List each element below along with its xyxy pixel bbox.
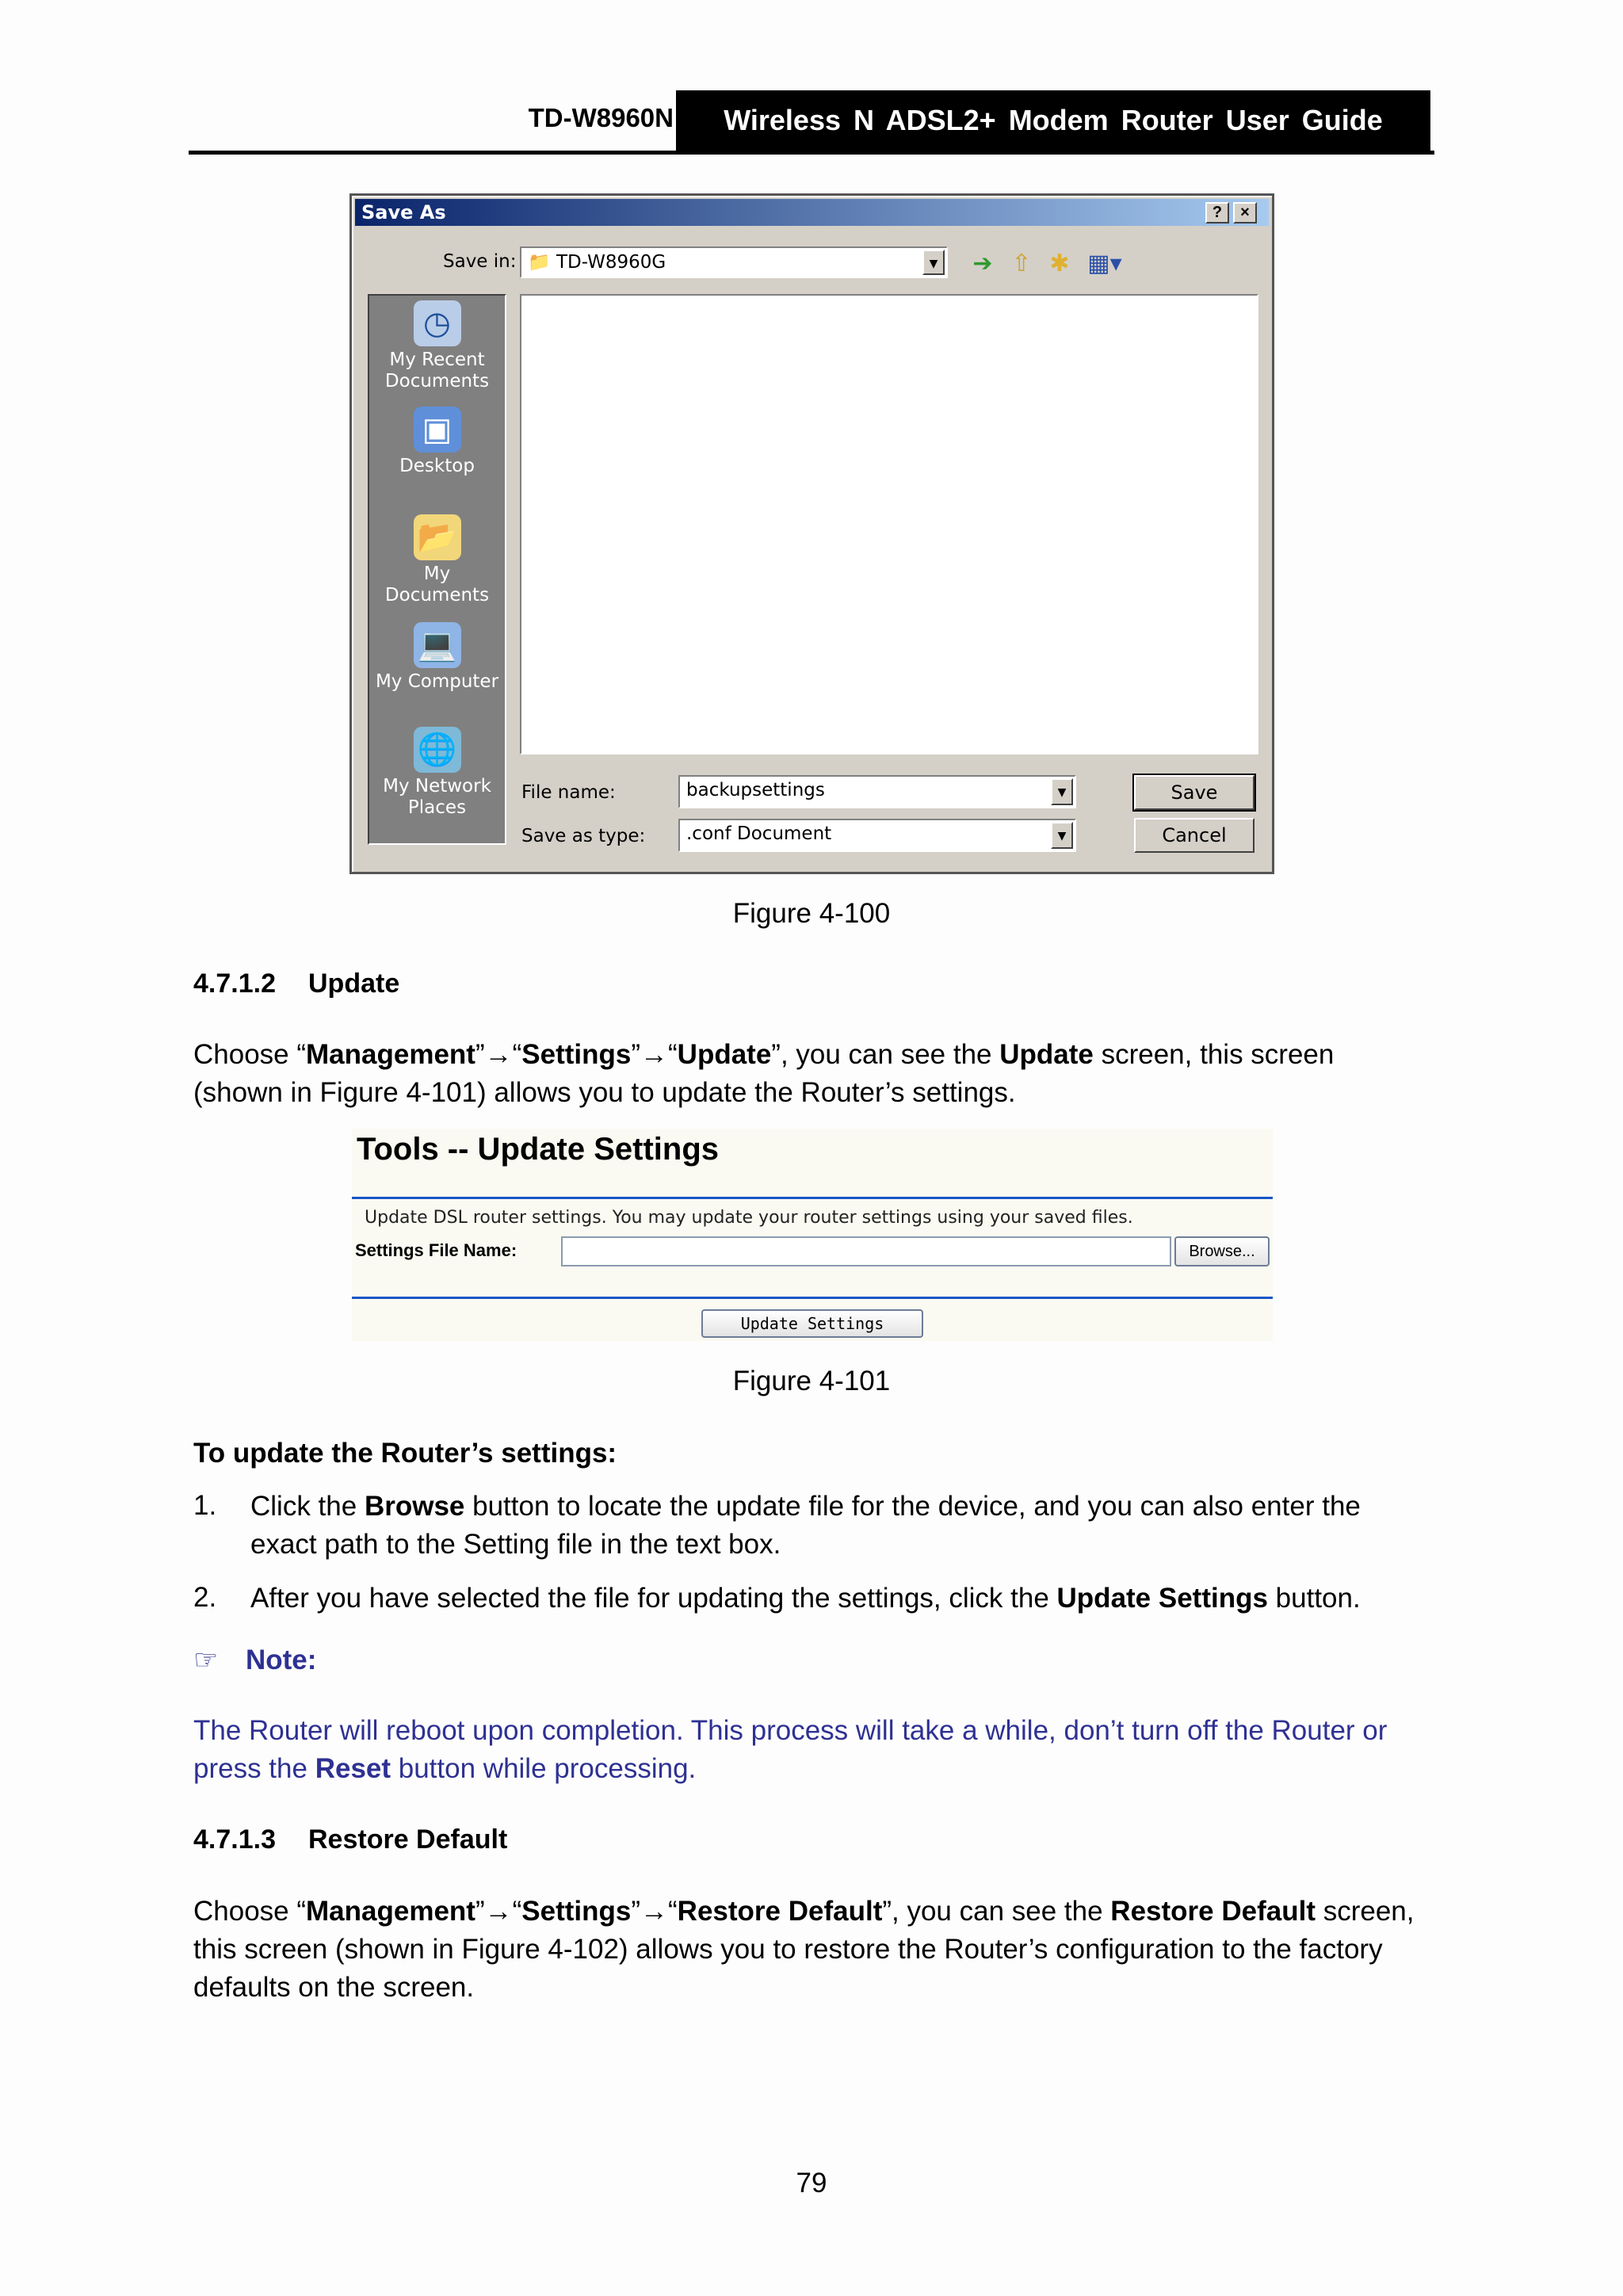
place-label-line1: My Recent [389,350,485,370]
chevron-down-icon[interactable]: ▼ [1051,778,1073,805]
section-number: 4.7.1.3 [193,1824,276,1855]
model-name: TD-W8960N [528,103,674,132]
section-title: Update [308,968,400,999]
steps-heading: To update the Router’s settings: [193,1438,617,1469]
header-rule [189,151,1434,155]
place-my-documents[interactable] [369,514,505,606]
note-text: The Router will reboot upon completion. This process will take a while, don’t turn off the Router or press the Reset button while processing. [193,1715,1388,1784]
divider [352,1197,1273,1199]
file-name-value: backupsettings [686,780,825,800]
section-number: 4.7.1.2 [193,968,276,999]
step-text: Click the Browse button to locate the update file for the device, and you can also enter the exact path to the Setting file in the text box. [250,1491,1361,1560]
place-label-line2: Documents [384,371,490,392]
save-as-type-label: Save as type: [521,826,646,846]
place-label-line1: My Computer [375,671,499,692]
save-as-dialog [349,193,1274,874]
place-label-line2: Places [407,797,467,818]
back-icon[interactable]: ➔ [972,250,993,277]
file-name-label: File name: [521,782,616,803]
figure-caption: Figure 4-100 [732,898,891,929]
figure-caption: Figure 4-101 [732,1366,891,1396]
note-heading [193,1641,1430,1679]
step-text: After you have selected the file for updating the settings, click the Update Settings button. [250,1583,1361,1614]
desktop-icon: ▣ [414,407,461,453]
network-places-icon: 🌐 [414,727,461,773]
step-number: 1. [193,1490,217,1521]
chevron-down-icon[interactable]: ▼ [1051,822,1073,849]
settings-file-input[interactable] [561,1236,1171,1266]
close-button[interactable]: × [1233,202,1257,223]
save-as-type-value: .conf Document [686,823,832,844]
section-heading-update [193,968,399,999]
place-label-line1: Desktop [399,456,475,476]
save-as-type-select[interactable] [678,819,1076,852]
section-title: Restore Default [308,1824,508,1855]
divider [352,1297,1273,1299]
restore-intro-paragraph: Choose “Management”→“Settings”→“Restore Default”, you can see the Restore Default screen, this screen (shown in Figure 4-102) allows you to restore the Router’s configuration to the factory defaults on the screen. [193,1896,1415,2003]
save-in-combo[interactable] [520,246,948,278]
page-number: 79 [796,2168,827,2199]
place-network-places[interactable] [369,727,505,819]
places-bar [368,294,506,845]
settings-file-label: Settings File Name: [355,1240,517,1260]
file-list[interactable] [520,294,1258,755]
save-in-value: TD-W8960G [556,252,666,273]
step-number: 2. [193,1582,217,1613]
pointing-hand-icon: ☞ [193,1645,219,1675]
place-my-computer[interactable] [369,622,505,693]
dialog-title: Save As [361,201,446,223]
save-button[interactable]: Save [1134,775,1254,810]
cancel-button[interactable]: Cancel [1134,818,1254,853]
update-intro-paragraph: Choose “Management”→“Settings”→“Update”, you can see the Update screen, this screen (shown in Figure 4-101) allows you to update the Router’s settings. [193,1039,1335,1108]
update-settings-button[interactable]: Update Settings [701,1309,923,1338]
place-desktop[interactable] [369,407,505,477]
up-folder-icon[interactable]: ⇧ [1011,250,1032,277]
chevron-down-icon[interactable]: ▼ [922,250,945,275]
view-menu-icon[interactable]: ▦▾ [1087,250,1122,277]
recent-documents-icon: ◷ [414,300,461,346]
folder-icon: 📁 [528,252,551,273]
help-button[interactable]: ? [1205,202,1229,223]
guide-title: Wireless N ADSL2+ Modem Router User Guide [676,90,1430,151]
panel-title: Tools -- Update Settings [357,1132,720,1167]
my-documents-icon: 📂 [414,514,461,560]
place-recent-documents[interactable] [369,300,505,392]
panel-description: Update DSL router settings. You may update your router settings using your saved files. [365,1208,1133,1228]
my-computer-icon: 💻 [414,622,461,668]
save-in-label: Save in: [443,251,517,272]
note-label: Note: [246,1645,317,1675]
place-label-line1: My Documents [384,563,490,606]
section-heading-restore-default [193,1824,507,1855]
new-folder-icon[interactable]: ✱ [1049,250,1070,277]
file-name-combo[interactable] [678,775,1076,808]
dialog-title-bar[interactable] [355,199,1269,226]
update-settings-panel [352,1129,1273,1341]
place-label-line1: My Network [383,776,491,797]
browse-button[interactable]: Browse... [1174,1236,1270,1266]
